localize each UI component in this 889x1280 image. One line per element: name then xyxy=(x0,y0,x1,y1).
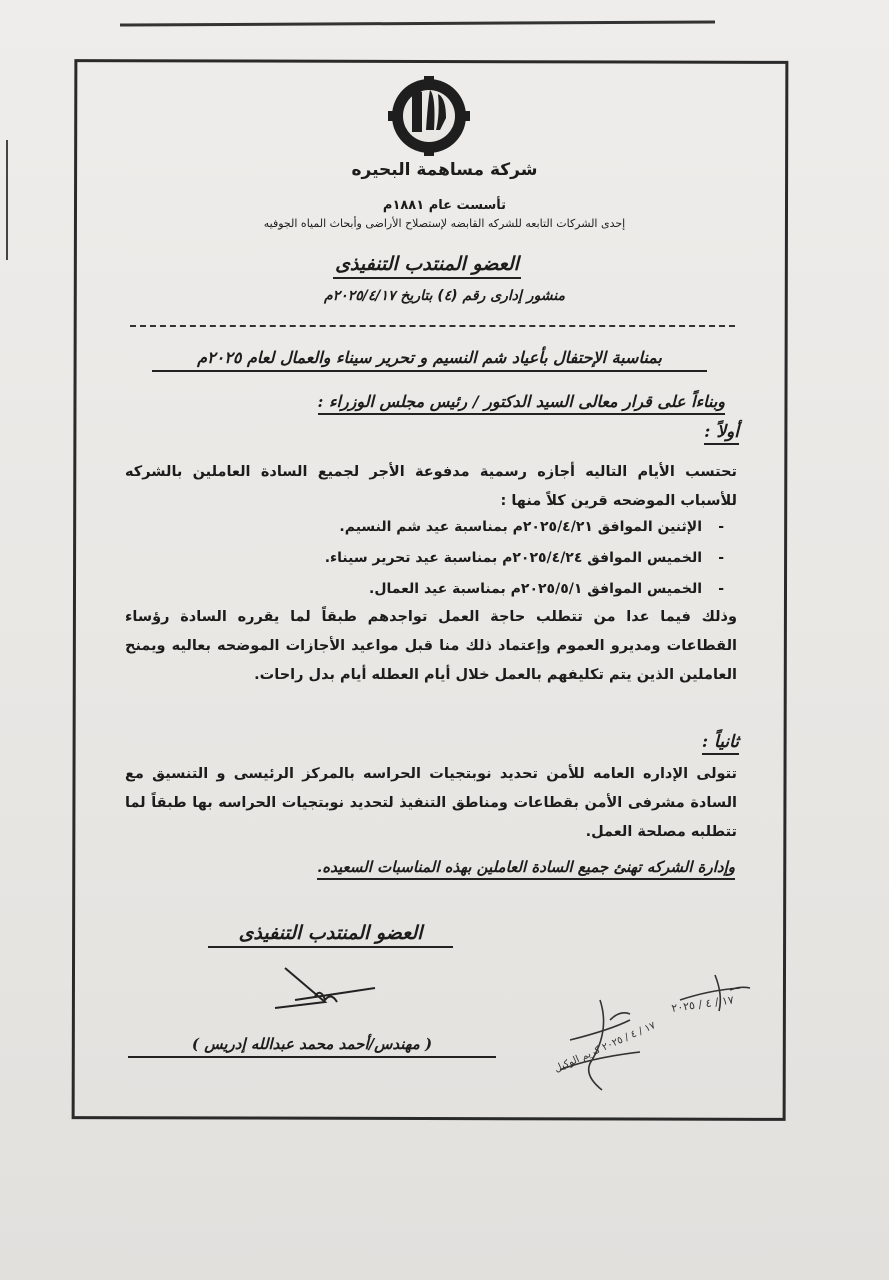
section-one-heading: أولاً : xyxy=(704,422,739,445)
top-rule xyxy=(120,20,715,26)
closing-greeting xyxy=(200,858,735,876)
section-one-exception: وذلك فيما عدا من تتطلب حاجة العمل تواجدهم طبقاً لما يقرره السادة رؤساء القطاعات ومديرو العموم وإعتماد ذلك منا قبل مواعيد الأجازات الموضحه بعاليه ويمنح العاملين الذين يتم تكليفهم بالعمل خلال أيام العطله أيام بدل راحات. xyxy=(125,609,737,683)
signatory-title: العضو المنتدب التنفيذى xyxy=(208,922,453,948)
occasion-title: بمناسبة الإحتفال بأعياد شم النسيم و تحرير سيناء والعمال لعام ٢٠٢٥م xyxy=(152,348,707,372)
affiliation-line: إحدى الشركات التابعه للشركه القابضه لإستصلاح الأراضى وأبحاث المياه الجوفيه xyxy=(263,217,626,230)
handwritten-note: ١٧ / ٤ / ٢٠٢٥ كريم الوكيل xyxy=(552,1020,658,1075)
section-one-intro: تحتسب الأيام التاليه أجازه رسمية مدفوعة الأجر لجميع السادة العاملين بالشركه للأسباب الموضحه قرين كلاً منها : xyxy=(125,464,737,509)
founded-year: تأسست عام ١٨٨١م xyxy=(382,198,507,213)
signatory-name: ( مهندس/أحمد محمد عبدالله إدريس ) xyxy=(128,1035,496,1058)
issuing-office: العضو المنتدب التنفيذى xyxy=(333,253,521,279)
holiday-list xyxy=(260,512,732,605)
decision-text: وبناءاً على قرار معالى السيد الدكتور / رئيس مجلس الوزراء : xyxy=(318,392,726,415)
holiday-item: - الإثنين الموافق ٢٠٢٥/٤/٢١م بمناسبة عيد شم النسيم. xyxy=(260,512,732,543)
holiday-item: - الخميس الموافق ٢٠٢٥/٤/٢٤م بمناسبة عيد تحرير سيناء. xyxy=(260,543,732,574)
company-name: شركة مساهمة البحيره xyxy=(351,160,538,180)
holiday-item: - الخميس الموافق ٢٠٢٥/٥/١م بمناسبة عيد العمال. xyxy=(260,574,732,605)
handwritten-date: ١٧ / ٤ / ٢٠٢٥ xyxy=(670,993,735,1015)
company-logo-icon xyxy=(372,76,487,156)
decision-line xyxy=(205,392,725,411)
dashed-divider xyxy=(130,325,735,327)
section-two-text: تتولى الإداره العامه للأمن تحديد نوبتجيات الحراسه بالمركز الرئيسى و التنسيق مع السادة مشرفى الأمن بقطاعات ومناطق التنفيذ لتحديد نوبتجيات الحراسه بها طبقاً لما تتطلبه مصلحة العمل. xyxy=(125,766,737,840)
section-two-heading: ثانياً : xyxy=(702,732,739,755)
circular-number: منشور إدارى رقم (٤) بتاريخ ٢٠٢٥/٤/١٧م xyxy=(323,288,566,304)
closing-text: وإدارة الشركه تهنئ جميع السادة العاملين بهذه المناسبات السعيده. xyxy=(317,858,735,880)
signature-mark xyxy=(255,960,390,1020)
handwritten-annotation xyxy=(540,960,780,1110)
